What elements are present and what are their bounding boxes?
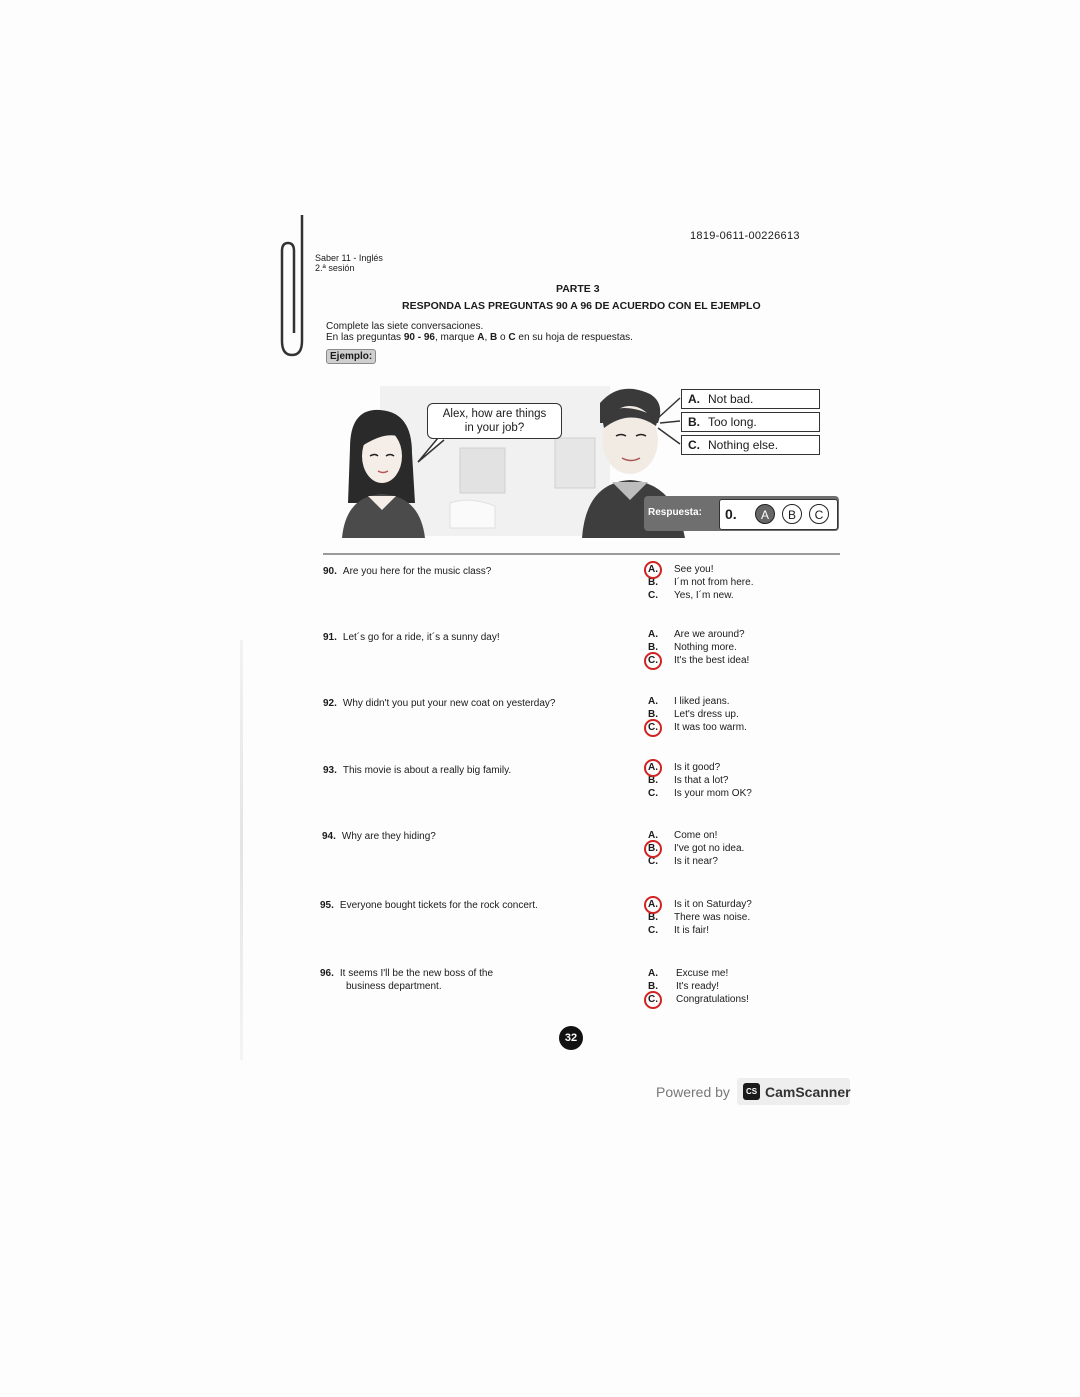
option-letter: B. — [648, 843, 658, 854]
question-text-line-2: business department. — [346, 981, 442, 992]
option-letter: A. — [648, 629, 658, 640]
question-text: Why are they hiding? — [341, 831, 436, 842]
answer-mark-circle — [644, 896, 662, 914]
camscanner-brand: CamScanner — [765, 1084, 851, 1100]
answer-mark-circle — [644, 759, 662, 777]
option-letter: A. — [688, 392, 700, 406]
paper-clip-icon — [278, 213, 310, 358]
answer-circle-c: C — [809, 504, 829, 524]
option-letter: B. — [688, 415, 700, 429]
option-text: Congratulations! — [676, 994, 749, 1005]
speech-line-2: in your job? — [464, 422, 525, 434]
question-92 — [323, 697, 556, 710]
answer-mark-circle — [644, 652, 662, 670]
option-letter: B. — [648, 577, 658, 588]
instr-text: En las preguntas — [326, 332, 404, 343]
option-text: Yes, I´m new. — [674, 590, 734, 601]
option-text: It was too warm. — [674, 722, 747, 733]
option-letter: A. — [648, 564, 658, 575]
question-number: 94. — [322, 831, 336, 842]
question-93 — [323, 764, 511, 777]
answer-mark-circle — [644, 840, 662, 858]
answer-number: 0. — [725, 506, 737, 522]
speech-line-1: Alex, how are things — [442, 408, 547, 420]
option-letter: C. — [648, 925, 658, 936]
option-text: There was noise. — [674, 912, 751, 923]
example-label: Ejemplo: — [326, 349, 376, 364]
question-text: This movie is about a really big family. — [342, 765, 512, 776]
option-text: I liked jeans. — [674, 696, 730, 707]
option-letter: A. — [648, 696, 658, 707]
option-text: Let's dress up. — [674, 709, 739, 720]
option-text: Is that a lot? — [674, 775, 729, 786]
subject-label — [315, 253, 383, 273]
document-code: 1819-0611-00226613 — [690, 230, 800, 242]
question-text: Why didn't you put your new coat on yesterday? — [342, 698, 556, 709]
page-number: 32 — [559, 1026, 583, 1050]
instr-letter-a: A — [477, 332, 485, 343]
question-number: 91. — [323, 632, 337, 643]
page-edge-shadow — [240, 640, 243, 1060]
section-divider — [323, 553, 840, 555]
question-text: Let´s go for a ride, it´s a sunny day! — [342, 632, 500, 643]
instruction-line-2 — [326, 332, 633, 343]
option-letter: B. — [648, 642, 658, 653]
option-letter: A. — [648, 968, 658, 979]
option-letter: B. — [648, 912, 658, 923]
answer-circle-b: B — [782, 504, 802, 524]
instruction-line-1: Complete las siete conversaciones. — [326, 321, 484, 332]
example-option-b — [681, 412, 820, 432]
option-letter: A. — [648, 762, 658, 773]
question-text: It seems I'll be the new boss of the — [339, 968, 494, 979]
option-letter: C. — [648, 590, 658, 601]
option-letter: B. — [648, 709, 658, 720]
option-text: Come on! — [674, 830, 718, 841]
option-text: Is your mom OK? — [674, 788, 752, 799]
option-text: Is it on Saturday? — [674, 899, 752, 910]
answer-circle-a-selected: A — [755, 504, 775, 524]
subject-line: Saber 11 - Inglés — [315, 253, 383, 263]
instr-range: 90 - 96 — [403, 332, 435, 343]
question-number: 95. — [320, 900, 334, 911]
option-text: It's ready! — [676, 981, 720, 992]
powered-by-text: Powered by — [656, 1084, 730, 1100]
option-letter: B. — [648, 981, 658, 992]
option-letter: B. — [648, 775, 658, 786]
instr-letter-b: B — [490, 332, 498, 343]
session-line: 2.ª sesión — [315, 263, 355, 273]
question-number: 96. — [320, 968, 334, 979]
option-text: Nothing else. — [708, 438, 779, 452]
example-option-a — [681, 389, 820, 409]
instr-text: en su hoja de respuestas. — [515, 332, 633, 343]
question-91 — [323, 631, 500, 644]
question-text: Everyone bought tickets for the rock concert. — [339, 900, 538, 911]
question-95 — [320, 899, 538, 912]
option-text: Is it good? — [674, 762, 721, 773]
option-letter: C. — [648, 722, 658, 733]
option-letter: A. — [648, 899, 658, 910]
question-text: Are you here for the music class? — [342, 566, 492, 577]
question-number: 93. — [323, 765, 337, 776]
speech-bubble — [427, 403, 562, 439]
option-letter: A. — [648, 830, 658, 841]
option-letter: C. — [648, 788, 658, 799]
option-letter: C. — [648, 856, 658, 867]
question-94 — [322, 830, 436, 843]
option-letter: C. — [648, 655, 658, 666]
example-option-c — [681, 435, 820, 455]
option-letter: C. — [688, 438, 700, 452]
instr-text: , — [484, 332, 491, 343]
instr-text: o — [497, 332, 509, 343]
option-text: It's the best idea! — [674, 655, 750, 666]
question-90 — [323, 565, 491, 578]
option-text: Nothing more. — [674, 642, 737, 653]
option-text: Are we around? — [674, 629, 745, 640]
answer-label: Respuesta: — [648, 507, 702, 518]
option-text: Excuse me! — [676, 968, 729, 979]
option-text: Not bad. — [708, 392, 754, 406]
option-text: I´m not from here. — [674, 577, 754, 588]
option-text: It is fair! — [674, 925, 710, 936]
option-text: See you! — [674, 564, 714, 575]
option-letter: C. — [648, 994, 658, 1005]
question-number: 90. — [323, 566, 337, 577]
instr-letter-c: C — [508, 332, 516, 343]
answer-mark-circle — [644, 561, 662, 579]
option-text: Is it near? — [674, 856, 718, 867]
option-text: Too long. — [708, 415, 757, 429]
camscanner-logo-icon: CS — [743, 1083, 760, 1100]
instruction-heading: RESPONDA LAS PREGUNTAS 90 A 96 DE ACUERDO CON EL EJEMPLO — [402, 300, 761, 312]
part-title: PARTE 3 — [556, 283, 600, 295]
option-text: I've got no idea. — [674, 843, 745, 854]
answer-mark-circle — [644, 991, 662, 1009]
question-number: 92. — [323, 698, 337, 709]
instr-text: , marque — [434, 332, 478, 343]
answer-mark-circle — [644, 719, 662, 737]
question-96 — [320, 967, 493, 993]
